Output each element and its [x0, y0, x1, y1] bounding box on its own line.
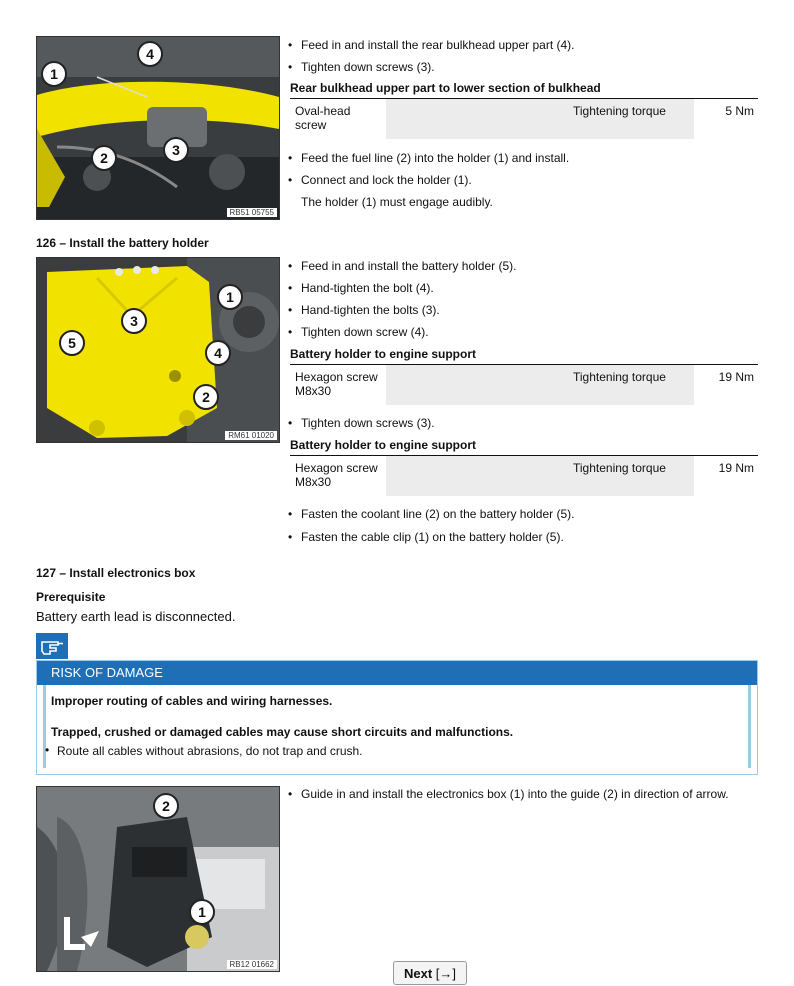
- hand-pointer-icon: [36, 633, 68, 659]
- next-label: Next: [403, 966, 433, 981]
- instruction-item: • Tighten down screws (3).: [301, 416, 435, 430]
- torque-spec-row: [290, 364, 758, 405]
- image-reference: RB12 01662: [227, 960, 277, 969]
- step-title: 126 – Install the battery holder: [36, 236, 209, 250]
- next-button[interactable]: [393, 961, 467, 985]
- image-reference: RB51 05755: [227, 208, 277, 217]
- risk-line-1: Improper routing of cables and wiring harnesses.: [51, 694, 333, 708]
- instruction-item: • Tighten down screw (4).: [301, 325, 429, 339]
- risk-bullet-dot: •: [45, 743, 50, 757]
- instruction-item: • Feed in and install the rear bulkhead upper part (4).: [301, 38, 575, 52]
- risk-bullet: Route all cables without abrasions, do not trap and crush.: [57, 744, 363, 758]
- spec-value: 19 Nm: [718, 370, 754, 384]
- callout-3: 3: [163, 137, 189, 163]
- instruction-item: • Hand-tighten the bolt (4).: [301, 281, 434, 295]
- spec-value: 19 Nm: [718, 461, 754, 475]
- torque-spec-row: [290, 455, 758, 496]
- electronics-box-photo: [36, 786, 280, 972]
- callout-2: 2: [193, 384, 219, 410]
- instruction-item: • Connect and lock the holder (1).: [301, 173, 472, 187]
- callout-5: 5: [59, 330, 85, 356]
- battery-holder-photo: [36, 257, 280, 443]
- instruction-item: • Feed in and install the battery holder (5).: [301, 259, 516, 273]
- spec-part: Hexagon screw M8x30: [295, 370, 385, 398]
- callout-2: 2: [91, 145, 117, 171]
- instruction-item: • Tighten down screws (3).: [301, 60, 435, 74]
- callout-1: 1: [189, 899, 215, 925]
- torque-table-title: Rear bulkhead upper part to lower section of bulkhead: [290, 81, 601, 95]
- spec-part: Hexagon screw M8x30: [295, 461, 385, 489]
- risk-of-damage-notice: [36, 660, 758, 775]
- callout-4: 4: [205, 340, 231, 366]
- callout-1: 1: [41, 61, 67, 87]
- instruction-item: • Guide in and install the electronics box (1) into the guide (2) in direction of arrow.: [301, 787, 729, 801]
- spec-label: Tightening torque: [573, 104, 666, 118]
- callout-4: 4: [137, 41, 163, 67]
- torque-table-title: Battery holder to engine support: [290, 347, 477, 361]
- prerequisite-label: Prerequisite: [36, 590, 106, 604]
- spec-part: Oval-head screw: [295, 104, 385, 132]
- instruction-item: • Hand-tighten the bolts (3).: [301, 303, 440, 317]
- spec-value: 5 Nm: [725, 104, 754, 118]
- callout-3: 3: [121, 308, 147, 334]
- callout-2: 2: [153, 793, 179, 819]
- callout-1: 1: [217, 284, 243, 310]
- instruction-item: • Fasten the cable clip (1) on the battery holder (5).: [301, 530, 564, 544]
- risk-line-2: Trapped, crushed or damaged cables may cause short circuits and malfunctions.: [51, 725, 514, 739]
- spec-label: Tightening torque: [573, 370, 666, 384]
- instruction-note: The holder (1) must engage audibly.: [301, 195, 493, 209]
- image-reference: RM61 01020: [225, 431, 277, 440]
- bulkhead-photo: [36, 36, 280, 220]
- risk-heading: RISK OF DAMAGE: [37, 661, 757, 685]
- instruction-item: • Fasten the coolant line (2) on the battery holder (5).: [301, 507, 575, 521]
- prerequisite-text: Battery earth lead is disconnected.: [36, 609, 236, 624]
- instruction-item: • Feed the fuel line (2) into the holder (1) and install.: [301, 151, 569, 165]
- next-arrow-icon: [→]: [435, 966, 457, 981]
- torque-spec-row: [290, 98, 758, 139]
- torque-table-title: Battery holder to engine support: [290, 438, 477, 452]
- spec-label: Tightening torque: [573, 461, 666, 475]
- step-title: 127 – Install electronics box: [36, 566, 196, 580]
